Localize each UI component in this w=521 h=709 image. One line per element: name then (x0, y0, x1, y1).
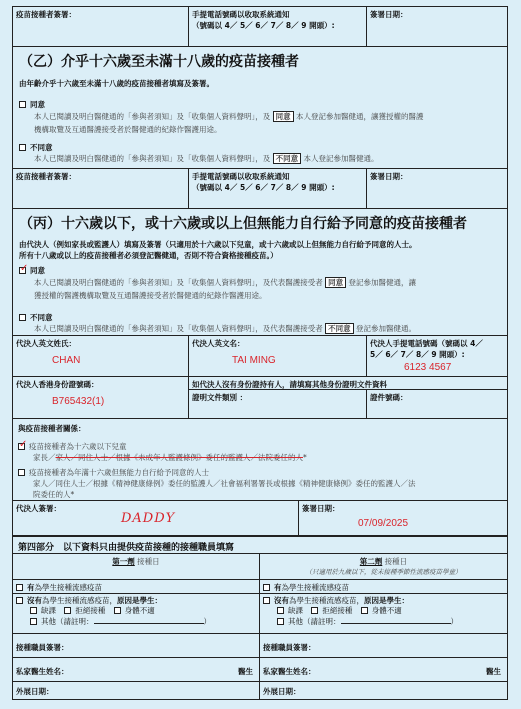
part4-title: 第四部分 以下資料只由提供疫苗接種的接種職員填寫 (18, 543, 235, 553)
doc-no-label: 證件號碼： (370, 393, 408, 402)
date-label-b: 簽署日期： (370, 172, 408, 181)
disagree-box-c: 不同意 (325, 323, 354, 334)
dose-header-row (13, 554, 507, 580)
dose2-not-vaccinated-checkbox[interactable] (263, 597, 270, 604)
dose2-no-label: 為學生接種流感疫苗， (289, 596, 364, 605)
date-field[interactable] (367, 7, 507, 46)
agree-text-c: 本人已閱讀及明白醫健通的「參與者須知」及「收集個人資料聲明」，及代表醫護接受者 (34, 278, 323, 287)
dose1-label: 第一劑 (112, 557, 135, 566)
part4-title-row (13, 537, 507, 554)
dose1-no-label: 為學生接種流感疫苗， (42, 596, 117, 605)
signer-field-b[interactable] (13, 169, 189, 208)
disagree-title-c: 不同意 (30, 313, 53, 322)
dose1-reason-other: 其他（請註明： (41, 617, 94, 626)
dose2-reason-unwell: 身體不適 (371, 606, 402, 615)
dose1-vaccinated (13, 580, 260, 593)
dose1-reason-refused: 拒絕接種 (75, 606, 106, 615)
dose2-reason-other: 其他（請註明： (288, 617, 341, 626)
dose2-refused-checkbox[interactable] (311, 607, 318, 614)
relationship-section (13, 419, 507, 501)
dose1-vaccinated-label: 為學生接種流感疫苗 (34, 583, 102, 592)
doc-no-field[interactable] (367, 390, 507, 418)
section-b-agree (19, 99, 503, 136)
section-c-disagree-checkbox[interactable] (19, 314, 26, 321)
section-b-disagree-checkbox[interactable] (19, 144, 26, 151)
not-vaccinated-row (13, 594, 507, 634)
section-b (13, 47, 507, 169)
signature-row-a (13, 7, 507, 47)
givenname-value: TAI MING (232, 355, 276, 366)
dose2-suffix: 接種日 (382, 557, 408, 566)
dose2-absent-checkbox[interactable] (277, 607, 284, 614)
signer-label: 疫苗接種者簽署： (16, 10, 76, 19)
rel-incapable-title: 疫苗接種者為年滿十六歲但無能力自行給予同意的人士 (29, 468, 209, 477)
dose2-vaccinated-label: 為學生接種流感疫苗 (281, 583, 349, 592)
dose1-absent-checkbox[interactable] (30, 607, 37, 614)
dose2-reason-refused: 拒絕接種 (322, 606, 353, 615)
signer-label-b: 疫苗接種者簽署： (16, 172, 76, 181)
agree-text-c-3: 獲授權的醫護機構取覽及互通醫護接受者於醫健通的紀錄作醫護用途。 (34, 291, 267, 300)
dose2-unwell-checkbox[interactable] (361, 607, 368, 614)
rel-incapable-text-2: 院委任的人* (33, 490, 75, 499)
dose1-other-input[interactable] (94, 616, 204, 624)
disagree-text-c: 本人已閱讀及明白醫健通的「參與者須知」及「收集個人資料聲明」，及代表醫護接受者 (34, 324, 323, 333)
dose1-suffix: 接種日 (134, 557, 160, 566)
vaccinated-row (13, 580, 507, 594)
dose1-no: 沒有 (27, 596, 42, 605)
rel-child-struck: 家人／同住人士／根據《未成年人監護條例》委任的監護人／法院委任的人 (55, 453, 303, 462)
proxy-phone-label: 代決人手提電話號碼（號碼以 4／ (370, 339, 483, 348)
proxy-date-label: 簽署日期： (302, 504, 340, 513)
other-doc-label: 如代決人沒有身份證持有人，請填寫其他身份證明文件資料 (189, 377, 507, 390)
section-b-disagree (19, 142, 503, 164)
rel-child-asterisk: * (303, 453, 307, 462)
dose1-unwell-checkbox[interactable] (114, 607, 121, 614)
dose1-doctor-suffix: 醫生 (238, 667, 253, 676)
dose2-vaccinated-checkbox[interactable] (263, 584, 270, 591)
proxy-sign-field[interactable] (13, 501, 299, 535)
dose2-reason-other-end: ） (450, 617, 458, 626)
phone-label-prefix: （號碼以 4／ 5／ 6／ 7／ 8／ 9 開頭）: (192, 21, 335, 30)
outreach-row (13, 682, 507, 699)
dose1-not-vaccinated-checkbox[interactable] (16, 597, 23, 604)
other-doc-field (189, 377, 507, 418)
disagree-text-2: 本人登記參加醫健通。 (303, 154, 379, 163)
consent-form (12, 6, 508, 700)
agree-title: 同意 (30, 100, 45, 109)
proxy-signature-row (13, 501, 507, 537)
dose1-doctor-field[interactable] (13, 658, 260, 681)
instruction-line-1: 由代決人（例如家長或監護人）填寫及簽署（只適用於十六歲以下兒童，或十六歲或以上但無能力自行給予同意的人士。 (19, 240, 417, 249)
agree-text-c-2: 登記參加醫健通，讓 (348, 278, 417, 287)
dose1-other-checkbox[interactable] (30, 618, 37, 625)
section-b-heading: （乙）介乎十六歲至未滿十八歲的疫苗接種者 (19, 54, 299, 70)
dose2-not-vaccinated (260, 594, 507, 633)
date-field-b[interactable] (367, 169, 507, 208)
section-c-agree-checkbox[interactable] (19, 267, 26, 274)
hkid-value: B765432(1) (52, 396, 105, 407)
givenname-label: 代決人英文名： (192, 339, 245, 348)
dose1-outreach-label: 外展日期： (16, 687, 54, 696)
proxy-name-row (13, 335, 507, 377)
section-c-heading: （丙）十六歲以下，或十六歲或以上但無能力自行給予同意的疫苗接種者 (19, 216, 467, 232)
dose1-not-vaccinated (13, 594, 260, 633)
dose1-reason-unwell: 身體不適 (124, 606, 155, 615)
dose1-refused-checkbox[interactable] (64, 607, 71, 614)
dose2-doctor-field[interactable] (260, 658, 507, 681)
disagree-text-c-2: 登記參加醫健通。 (356, 324, 417, 333)
section-c (13, 209, 507, 341)
agree-text-2: 本人登記參加醫健通，讓獲授權的醫護 (296, 112, 424, 121)
dose2-vaccinated (260, 580, 507, 593)
relationship-option-child (18, 441, 504, 463)
dose2-outreach-field[interactable] (260, 682, 507, 699)
proxy-phone-prefix: 5／ 6／ 7／ 8／ 9 開頭）: (370, 350, 465, 359)
phone-field-b[interactable] (189, 169, 367, 208)
agree-text: 本人已閱讀及明白醫健通的「參與者須知」及「收集個人資料聲明」，及 (34, 112, 271, 121)
dose2-yes: 有 (274, 583, 282, 592)
dose1-staff-label: 接種職員簽署： (16, 643, 69, 652)
proxy-signature: DADDY (121, 511, 176, 526)
doctor-row (13, 658, 507, 682)
phone-label: 手提電話號碼以收取系統通知 (192, 10, 290, 19)
section-c-agree (19, 265, 503, 302)
dose1-reason-absent: 缺課 (41, 606, 56, 615)
dose2-doctor-suffix: 醫生 (486, 667, 501, 676)
proxy-date-field[interactable] (299, 501, 507, 535)
proxy-id-row (13, 377, 507, 419)
dose2-reason-label: 原因是學生： (364, 596, 409, 605)
dose2-outreach-label: 外展日期： (263, 687, 301, 696)
signer-field[interactable] (13, 7, 189, 46)
rel-child-parent: 家長／ (33, 453, 56, 462)
surname-field[interactable] (13, 336, 189, 376)
disagree-title: 不同意 (30, 143, 53, 152)
dose1-yes: 有 (27, 583, 35, 592)
date-label: 簽署日期： (370, 10, 408, 19)
dose1-staff-sign[interactable] (13, 634, 260, 657)
phone-label-b: 手提電話號碼以收取系統通知 (192, 172, 290, 181)
rel-child-title: 疫苗接種者為十六歲以下兒童 (29, 442, 127, 451)
dose2-doctor-label: 私家醫生姓名： (263, 667, 316, 676)
proxy-phone-value: 6123 4567 (404, 362, 452, 373)
proxy-sign-label: 代決人簽署： (16, 504, 61, 513)
agree-box-c: 同意 (325, 277, 346, 288)
givenname-field[interactable] (189, 336, 367, 376)
phone-field[interactable] (189, 7, 367, 46)
dose2-note: （只適用於九歲以下，從未接種季節性流感疫苗學童） (305, 568, 462, 576)
dose2-header (260, 554, 507, 579)
agree-box: 同意 (273, 111, 294, 122)
phone-label-b-prefix: （號碼以 4／ 5／ 6／ 7／ 8／ 9 開頭）: (192, 183, 335, 192)
dose1-doctor-label: 私家醫生姓名： (16, 667, 69, 676)
section-b-instruction: 由年齡介乎十六歲至未滿十八歲的疫苗接種者填寫及簽署。 (19, 79, 214, 88)
dose2-other-input[interactable] (341, 616, 451, 624)
surname-value: CHAN (52, 355, 81, 366)
proxy-phone-field[interactable] (367, 336, 507, 376)
dose2-reason-absent: 缺課 (288, 606, 303, 615)
section-c-disagree (19, 312, 503, 334)
disagree-box: 不同意 (273, 153, 302, 164)
relationship-child-checkbox[interactable] (18, 443, 25, 450)
dose1-outreach-field[interactable] (13, 682, 260, 699)
hkid-label: 代決人香港身份證號碼： (16, 380, 99, 389)
surname-label: 代決人英文姓氏： (16, 339, 76, 348)
dose2-staff-label: 接種職員簽署： (263, 643, 316, 652)
dose1-reason-other-end: ） (203, 617, 211, 626)
instruction-line-2: 所有十八歲或以上的疫苗接種者必須登記醫健通，否則不符合資格接種疫苗。） (19, 251, 278, 260)
agree-text-3: 機構取覽及互通醫護接受者於醫健通的紀錄作醫護用途。 (34, 125, 222, 134)
disagree-text: 本人已閱讀及明白醫健通的「參與者須知」及「收集個人資料聲明」，及 (34, 154, 271, 163)
dose1-header (13, 554, 260, 579)
section-c-instruction (19, 239, 507, 261)
dose1-reason-label: 原因是學生： (117, 596, 162, 605)
agree-title-c: 同意 (30, 266, 45, 275)
section-b-agree-checkbox[interactable] (19, 101, 26, 108)
hkid-field[interactable] (13, 377, 189, 418)
doc-type-label: 證明文件類別 ： (192, 393, 248, 402)
dose2-label: 第二劑 (359, 557, 383, 566)
proxy-date-value: 07/09/2025 (358, 518, 409, 529)
dose2-other-checkbox[interactable] (277, 618, 284, 625)
dose2-no: 沒有 (274, 596, 289, 605)
doc-type-field[interactable] (189, 390, 367, 418)
relationship-option-incapable (18, 467, 504, 500)
dose1-vaccinated-checkbox[interactable] (16, 584, 23, 591)
dose2-staff-sign[interactable] (260, 634, 507, 657)
relationship-incapable-checkbox[interactable] (18, 469, 25, 476)
staff-sign-row (13, 634, 507, 658)
rel-incapable-text: 家人／同住人士／根據《精神健康條例》委任的監護人／社會福利署署長或根據《精神健康條例》委任的監護人／法 (33, 479, 416, 488)
relationship-label: 與疫苗接種者關係： (18, 424, 86, 433)
signature-row-b (13, 169, 507, 209)
